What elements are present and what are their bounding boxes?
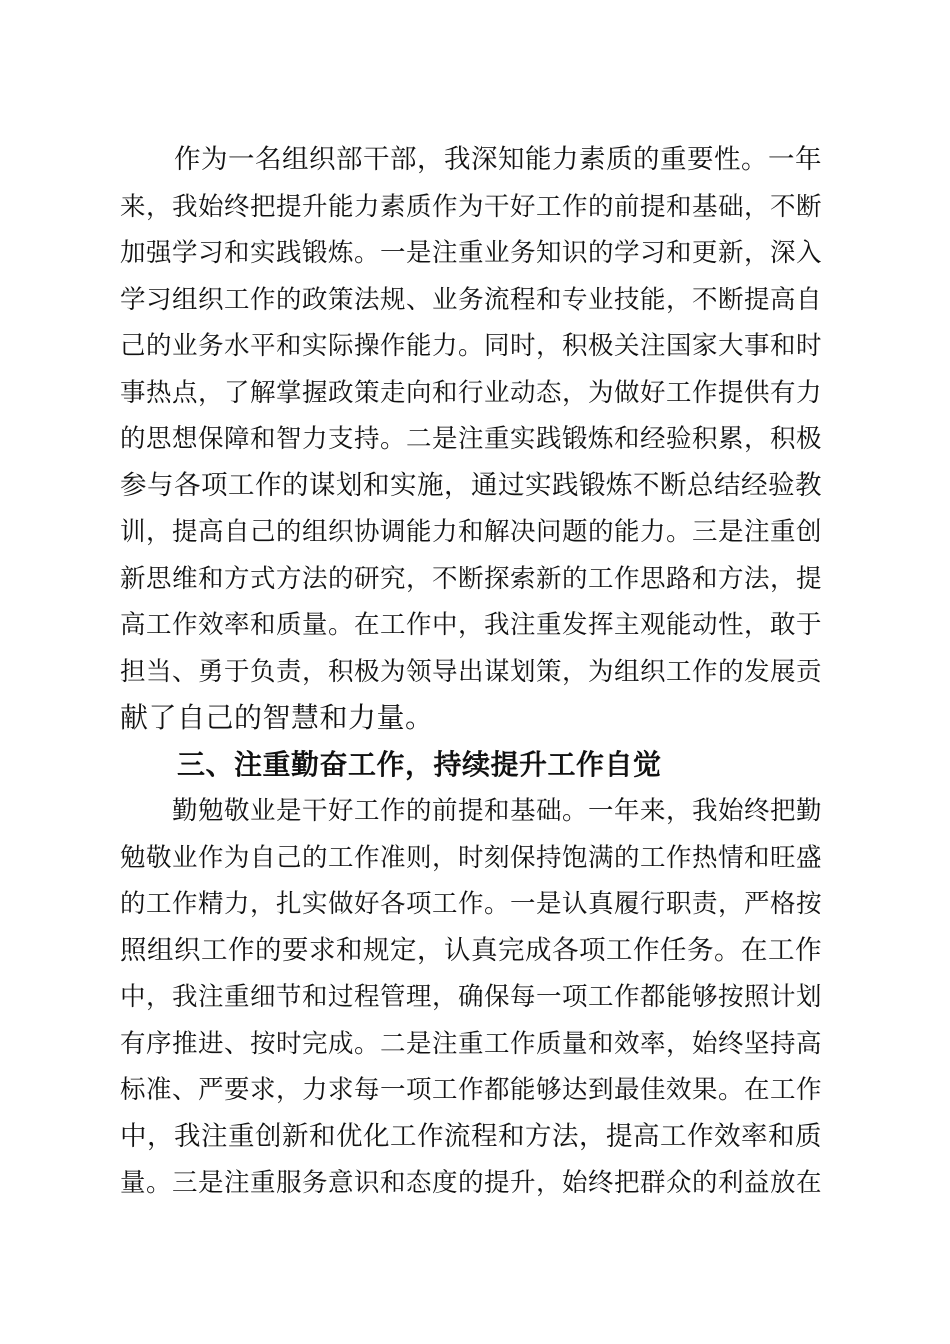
paragraph-2-line: 照组织工作的要求和规定，认真完成各项工作任务。在工作 (120, 935, 822, 966)
paragraph-1-line: 来，我始终把提升能力素质作为干好工作的前提和基础，不断 (120, 192, 823, 222)
paragraph-1-line: 的思想保障和智力支持。二是注重实践锻炼和经验积累，积极 (120, 424, 823, 454)
paragraph-1-line: 参与各项工作的谋划和实施，通过实践锻炼不断总结经验教 (120, 470, 822, 501)
paragraph-2-line: 中，我注重创新和优化工作流程和方法，提高工作效率和质 (120, 1121, 822, 1152)
paragraph-1-line: 学习组织工作的政策法规、业务流程和专业技能，不断提高自 (120, 285, 823, 315)
paragraph-2-line: 勤勉敬业是干好工作的前提和基础。一年来，我始终把勤 (120, 796, 823, 826)
paragraph-1-line: 高工作效率和质量。在工作中，我注重发挥主观能动性，敢于 (120, 610, 823, 640)
paragraph-1-line: 加强学习和实践锻炼。一是注重业务知识的学习和更新，深入 (120, 238, 823, 268)
paragraph-1-line: 担当、勇于负责，积极为领导出谋划策，为组织工作的发展贡 (120, 657, 823, 687)
paragraph-1-line: 训，提高自己的组织协调能力和解决问题的能力。三是注重创 (120, 517, 823, 547)
section-heading: 三、注重勤奋工作，持续提升工作自觉 (120, 748, 662, 781)
paragraph-2-line: 中，我注重细节和过程管理，确保每一项工作都能够按照计划 (120, 982, 823, 1012)
paragraph-1-line: 新思维和方式方法的研究，不断探索新的工作思路和方法，提 (120, 564, 823, 594)
paragraph-2-line: 的工作精力，扎实做好各项工作。一是认真履行职责，严格按 (120, 889, 823, 919)
paragraph-2-line: 标准、严要求，力求每一项工作都能够达到最佳效果。在工作 (120, 1075, 823, 1105)
paragraph-1-line: 献了自己的智慧和力量。 (120, 701, 434, 734)
paragraph-1-line: 作为一名组织部干部，我深知能力素质的重要性。一年 (120, 144, 822, 175)
paragraph-2-line: 量。三是注重服务意识和态度的提升，始终把群众的利益放在 (120, 1168, 823, 1198)
paragraph-1-line: 事热点，了解掌握政策走向和行业动态，为做好工作提供有力 (120, 378, 823, 408)
paragraph-1-line: 己的业务水平和实际操作能力。同时，积极关注国家大事和时 (120, 331, 823, 361)
paragraph-2-line: 勉敬业作为自己的工作准则，时刻保持饱满的工作热情和旺盛 (120, 843, 823, 873)
paragraph-2-line: 有序推进、按时完成。二是注重工作质量和效率，始终坚持高 (120, 1029, 823, 1059)
